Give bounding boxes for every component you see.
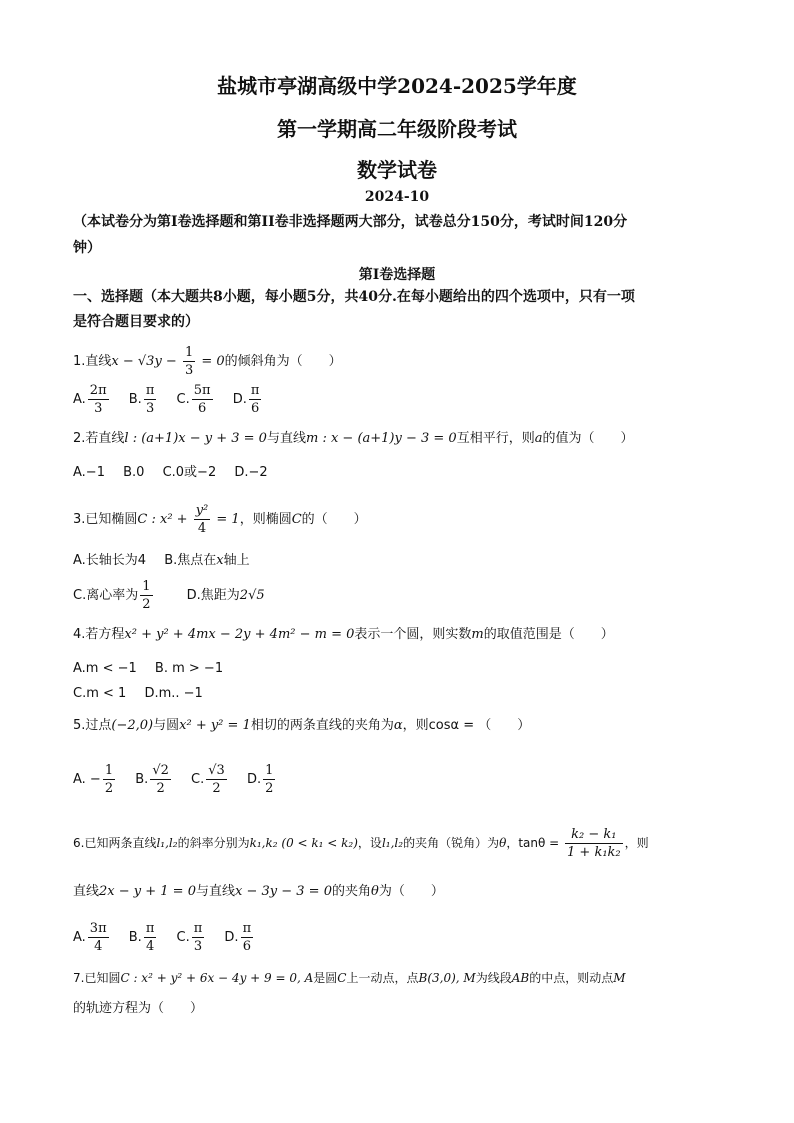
q1-option-a[interactable]: A. $\frac{2\pi}{3}$: [73, 383, 107, 416]
q6-option-a[interactable]: A. $\frac{3\pi}{4}$: [73, 921, 107, 954]
question-7: 7.已知圆C : x² + y² + 6x − 4y + 9 = 0, A是圆C上一动点，点B(3,0), M为线段AB的中点，则动点M: [73, 971, 626, 985]
paper-title: 数学试卷: [357, 158, 437, 182]
q6-option-b[interactable]: B. $\frac{\pi}{4}$: [128, 921, 155, 954]
exam-note-line2: 钟）: [73, 240, 101, 256]
q1-option-d[interactable]: D. $\frac{\pi}{6}$: [232, 383, 260, 416]
q3-options-row2: [73, 578, 279, 613]
q5-options: [73, 762, 291, 797]
section-instruction-line1: 一、选择题（本大题共8小题，每小题5分，共40分.在每小题给出的四个选项中，只有一项: [73, 289, 635, 305]
q2-option-c[interactable]: C.0或−2: [162, 465, 217, 480]
q3-option-a[interactable]: A.长轴长为4: [73, 553, 147, 568]
q1-options: [73, 382, 277, 417]
q3-options-row1: [73, 553, 264, 569]
q3-option-c[interactable]: C.离心率为 $\frac{1}{2}$: [73, 579, 151, 612]
exam-date: 2024-10: [364, 189, 430, 205]
q5-option-d[interactable]: D. $\frac{1}{2}$: [246, 763, 274, 796]
question-6-line2: 直线2x − y + 1 = 0与直线x − 3y − 3 = 0的夹角θ为（ ）: [73, 884, 444, 899]
q3-fraction: $\frac{\text{y²}}{4}$: [195, 503, 209, 536]
question-5: 5.过点(−2,0)与圆x² + y² = 1相切的两条直线的夹角为α，则cosα = （ ）: [73, 718, 531, 733]
q1-option-c[interactable]: C. $\frac{5\pi}{6}$: [176, 383, 211, 416]
q1-option-b[interactable]: B. $\frac{\pi}{3}$: [128, 383, 155, 416]
q6-option-d[interactable]: D. $\frac{\pi}{6}$: [224, 921, 252, 954]
question-7-line2: 的轨迹方程为（ ）: [73, 1001, 204, 1016]
question-2: 2.若直线l : (a+1)x − y + 3 = 0与直线m : x − (a+1)y − 3 = 0互相平行，则a的值为（ ）: [73, 431, 634, 446]
q6-options: [73, 920, 269, 955]
q2-line-m: m : x − (a+1)y − 3 = 0: [305, 431, 457, 446]
q4-options-row2: [73, 686, 217, 702]
question-4: 4.若方程x² + y² + 4mx − 2y + 4m² − m = 0表示一个圆，则实数m的取值范围是（ ）: [73, 627, 614, 642]
q5-option-a[interactable]: A. − $\frac{1}{2}$: [73, 763, 114, 796]
q3-option-d[interactable]: D.焦距为2√5: [186, 588, 265, 603]
q4-option-d[interactable]: D.m.. −1: [144, 686, 203, 701]
q2-option-d[interactable]: D.−2: [234, 465, 268, 480]
section-instruction-line2: 是符合题目要求的）: [73, 314, 199, 330]
exam-title: 第一学期高二年级阶段考试: [277, 117, 517, 141]
q1-prefix: 1.直线: [73, 354, 112, 369]
q2-option-b[interactable]: B.0: [123, 465, 145, 480]
q3-option-b[interactable]: B.焦点在x轴上: [164, 553, 250, 568]
q4-options-row1: [73, 661, 237, 677]
part-one-title: 第I卷选择题: [358, 267, 436, 283]
question-3: 3.已知椭圆C : x² + $\frac{\text{y²}}{4}$ = 1，则椭圆C的（ ）: [73, 503, 367, 536]
q5-option-b[interactable]: B. $\frac{√2}{2}$: [135, 763, 169, 796]
q1-fraction: $\frac{1}{3}$: [184, 345, 194, 378]
q4-option-c[interactable]: C.m < 1: [73, 686, 127, 701]
q5-option-c[interactable]: C. $\frac{√3}{2}$: [191, 763, 225, 796]
q4-option-b[interactable]: B. m > −1: [154, 661, 224, 676]
q2-options: [73, 465, 282, 481]
question-1: 1.直线x − √3y − $\frac{1}{3}$ = 0的倾斜角为（ ）: [73, 345, 342, 378]
q4-option-a[interactable]: A.m < −1: [73, 661, 137, 676]
exam-note-line1: （本试卷分为第I卷选择题和第II卷非选择题两大部分，试卷总分150分，考试时间120分: [73, 214, 628, 230]
q1-equation: x − √3y −: [111, 354, 181, 369]
question-6: 6.已知两条直线l₁,l₂的斜率分别为k₁,k₂ (0 < k₁ < k₂)，设l₁,l₂的夹角（锐角）为θ，tanθ = $\frac{\text{k₂ − k₁}}{\text{1 + k₁k₂}}$ ，则: [73, 827, 649, 860]
q6-option-c[interactable]: C. $\frac{\pi}{3}$: [176, 921, 203, 954]
q6-tan-fraction: $\frac{\text{k₂ − k₁}}{\text{1 + k₁k₂}}$: [567, 827, 621, 860]
school-title: 盐城市亭湖高级中学2024-2025学年度: [217, 74, 577, 98]
q2-option-a[interactable]: A.−1: [73, 465, 105, 480]
q2-line-l: l : (a+1)x − y + 3 = 0: [124, 431, 267, 446]
